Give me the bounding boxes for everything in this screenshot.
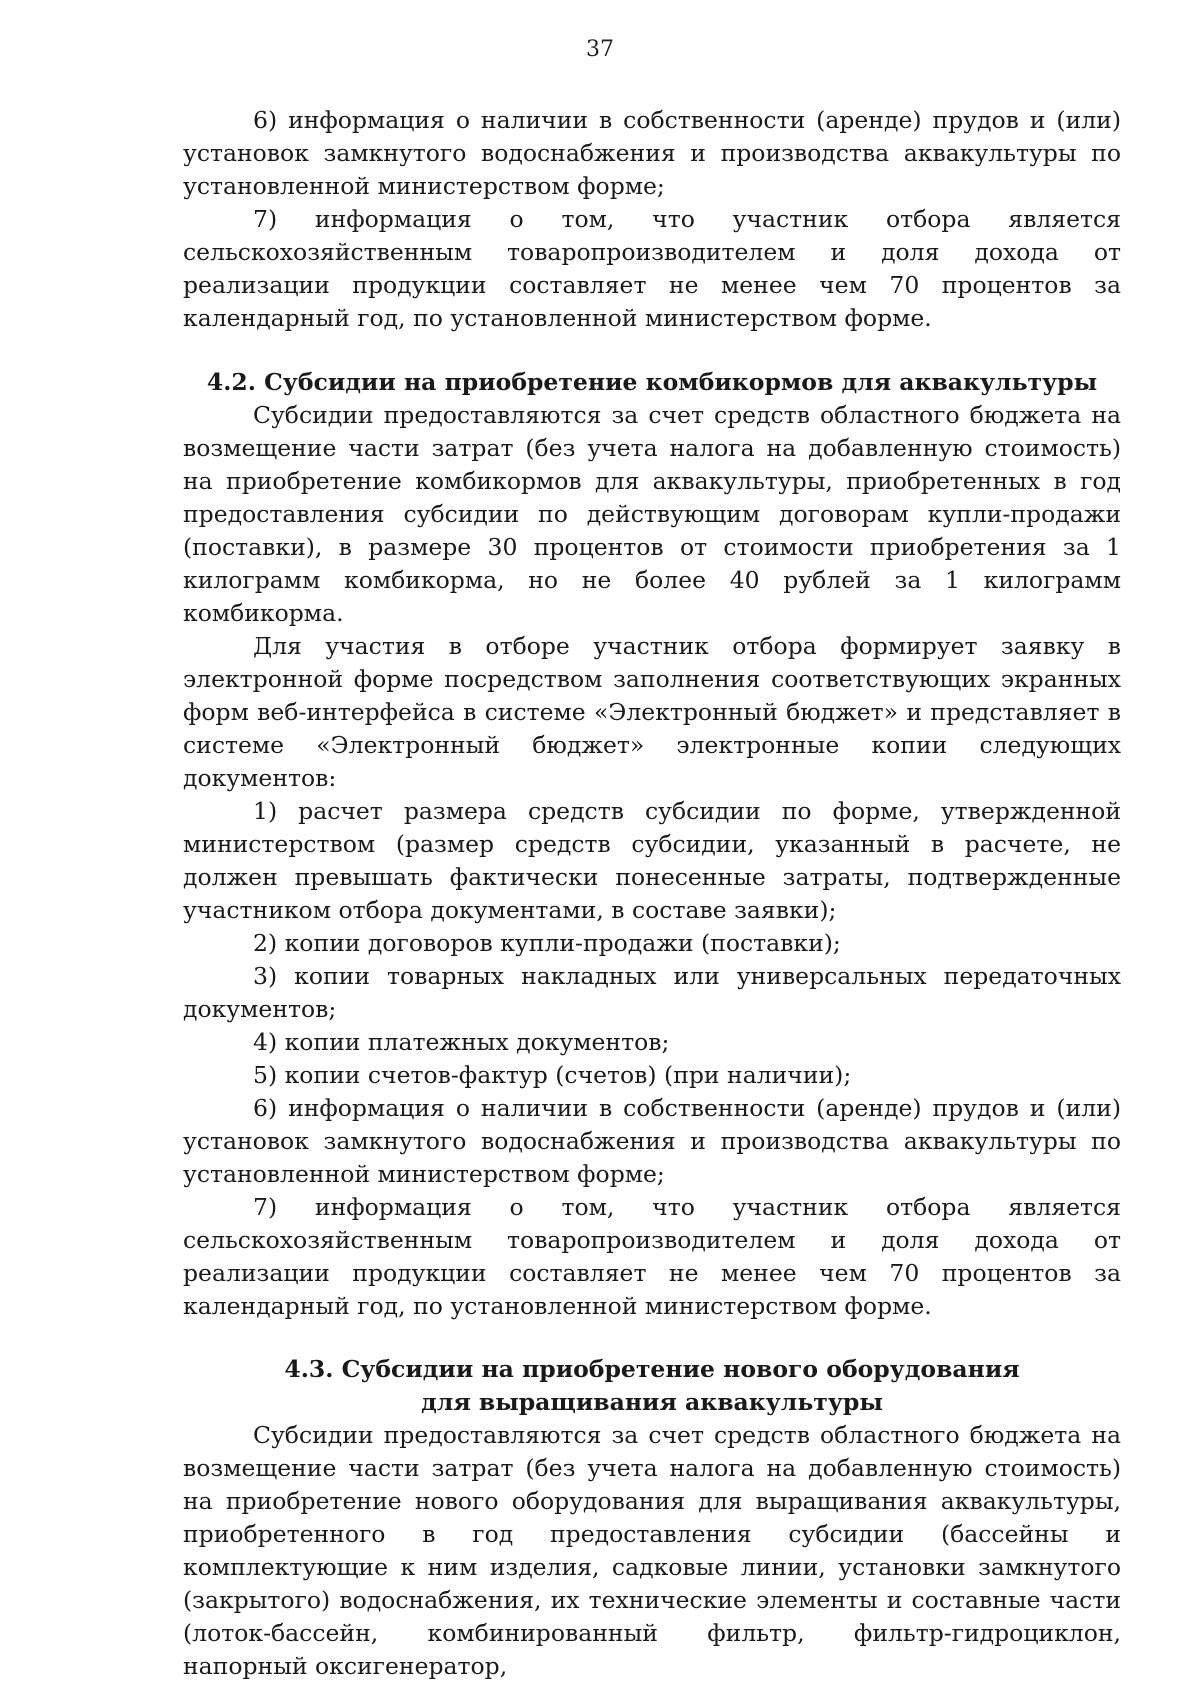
intro-item-6: 6) информация о наличии в собственности (аренде) прудов и (или) установок замкнутого водоснабжения и производства аквакультуры по установленной министерством форме;	[183, 106, 1121, 200]
section-4-2-paragraph-2: Для участия в отборе участник отбора формирует заявку в электронной форме посредством заполнения соответствующих экранных форм веб-интерфейса в системе «Электронный бюджет» и представляет в системе «Электронный бюджет» электронные копии следующих документов:	[183, 632, 1121, 792]
page-content	[183, 104, 1121, 1683]
section-4-2-item-1: 1) расчет размера средств субсидии по форме, утвержденной министерством (размер средств субсидии, указанный в расчете, не должен превышать фактически понесенные затраты, подтвержденные участником отбора документами, в составе заявки);	[183, 797, 1121, 924]
section-4-2-item-2: 2) копии договоров купли-продажи (поставки);	[253, 929, 841, 957]
spacer	[183, 1323, 1121, 1353]
section-4-2-item-4: 4) копии платежных документов;	[253, 1028, 670, 1056]
section-4-2-heading: 4.2. Субсидии на приобретение комбикормов для аквакультуры	[206, 368, 1098, 396]
page-number: 37	[586, 37, 614, 62]
intro-item-7: 7) информация о том, что участник отбора является сельскохозяйственным товаропроизводителем и доля дохода от реализации продукции составляет не менее чем 70 процентов за календарный год, по установленной министерством форме.	[183, 205, 1121, 332]
section-4-2-item-5: 5) копии счетов-фактур (счетов) (при наличии);	[253, 1061, 852, 1089]
section-4-3-heading-line-1: 4.3. Субсидии на приобретение нового оборудования	[284, 1355, 1020, 1383]
spacer	[183, 335, 1121, 366]
section-4-2-item-7: 7) информация о том, что участник отбора является сельскохозяйственным товаропроизводителем и доля дохода от реализации продукции составляет не менее чем 70 процентов за календарный год, по установленной министерством форме.	[183, 1193, 1121, 1320]
section-4-2-paragraph-1: Субсидии предоставляются за счет средств областного бюджета на возмещение части затрат (без учета налога на добавленную стоимость) на приобретение комбикормов для аквакультуры, приобретенных в год предоставления субсидии по действующим договорам купли-продажи (поставки), в размере 30 процентов от стоимости приобретения за 1 килограмм комбикорма, но не более 40 рублей за 1 килограмм комбикорма.	[183, 401, 1121, 627]
section-4-2-item-3: 3) копии товарных накладных или универсальных передаточных документов;	[183, 962, 1121, 1023]
section-4-3-heading-line-2: для выращивания аквакультуры	[421, 1388, 883, 1416]
section-4-3-paragraph-1: Субсидии предоставляются за счет средств областного бюджета на возмещение части затрат (без учета налога на добавленную стоимость) на приобретение нового оборудования для выращивания аквакультуры, приобретенного в год предоставления субсидии (бассейны и комплектующие к ним изделия, садковые линии, установки замкнутого (закрытого) водоснабжения, их технические элементы и составные части (лоток-бассейн, комбинированный фильтр, фильтр-гидроциклон, напорный оксигенератор,	[183, 1421, 1121, 1680]
section-4-3-heading	[183, 1353, 1121, 1419]
section-4-2-item-6: 6) информация о наличии в собственности (аренде) прудов и (или) установок замкнутого водоснабжения и производства аквакультуры по установленной министерством форме;	[183, 1094, 1121, 1188]
